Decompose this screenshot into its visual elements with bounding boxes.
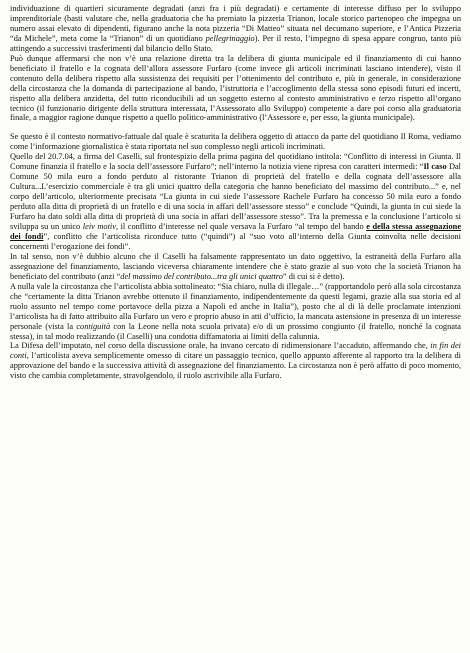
text-run: ). Per il resto, l’impegno di spesa appare congruo, tanto più attingendo a successivi trasferimenti dal bilancio dello Stato. xyxy=(10,33,461,53)
emphasized-text-run: leiv motiv xyxy=(82,222,116,232)
text-run: Quello del 20.7.04, a firma del Caselli, sul frontespizio della prima pagina del quotidiano intitola: “Conflitto di interessi in Giunta. Il Comune finanzia il fratello e la socia dell’assessore Furfaro”; nell’interno la notizia viene ripresa con caratteri intermedi: “ xyxy=(10,152,461,172)
emphasized-text-run: pellegrinaggio xyxy=(205,33,255,43)
paragraph xyxy=(10,282,461,342)
document-body xyxy=(10,4,461,381)
text-run: con la Leone nella nota scuola privata) e/o di un prossimo congiunto (il fratello, nonché la cognata stessa), in tal modo realizzando (il Caselli) una condotta diffamatoria ai limiti della calunnia. xyxy=(10,321,461,341)
text-run: individuazione di quartieri sicuramente degradati (anzi fra i più degradati) e certamente di interesse diffuso per lo sviluppo imprenditoriale (basti valutare che, nella graduatoria che ha premiato la pizzeria Trianon, locale storico partenopeo che impegna un numero assai elevato di dipendenti, figurano anche la nota pizzeria “Di Matteo” situata nel decumano superiore, e l’Antica Pizzeria “da Michele”, meta come la “Trianon” di un quotidiano xyxy=(10,4,461,43)
text-run: ” di cui si è detto). xyxy=(282,271,345,281)
text-run: Se questo è il contesto normativo-fattuale dal quale è scaturita la delibera oggetto di attacco da parte del quotidiano Il Roma, vediamo come l’informazione giornalistica è stata riportata nel suo complesso negli articoli incriminati. xyxy=(10,132,461,152)
emphasized-text-run: terzo xyxy=(378,93,396,103)
text-run: ”, conflitto che l’articolista riconduce tutto (“quindi”) al “suo voto all’interno della Giunta coinvolta nelle decisioni concernenti l’erogazione dei fondi”. xyxy=(10,231,461,251)
paragraph xyxy=(10,54,461,124)
paragraph xyxy=(10,132,461,152)
paragraph xyxy=(10,4,461,54)
text-run: , l’articolista aveva semplicemente omesso di citare un passaggio tecnico, quello appunto afferente al rapporto tra la delibera di approvazione del bando e la successiva attività di assegnazione del finanziamento. La circostanza non è però affatto di poco momento, visto che cambia completamente, stravolgendolo, il ruolo ascrivibile alla Furfaro. xyxy=(10,351,461,381)
text-run: A nulla vale la circostanza che l’articolista abbia sottolineato: “Sia chiaro, nulla di illegale…” (rapportandolo però alla sola circostanza che “certamente la ditta Trianon avrebbe ottenuto il finanziamento, indipendentemente da questi legami, grazie alla sua storia ed al ruolo assunto nel tempo come portavoce della pizza a Napoli ed anche in Italia”), posto che al di là delle proclamate intenzioni l’articolista ha di fatto attribuito alla Furfaro un vero e proprio abuso in atti d’ufficio, la mancata astensione in presenza di un interesse personale (vista la xyxy=(10,281,461,331)
paragraph xyxy=(10,252,461,282)
paragraph xyxy=(10,152,461,252)
text-run: rispetto all’organo tecnico (il funzionario dirigente della struttura interessata, l’Assessorato allo Sviluppo) competente a dare poi corso alla graduatoria finale, a maggior ragione dunque rispetto a quello politico-amministrativo (l’Assessore e, per esso, la giunta municipale). xyxy=(10,93,461,123)
emphasized-text-run: in fin dei conti xyxy=(10,341,461,361)
emphasized-text-run: contiguità xyxy=(76,321,111,331)
text-run: , il conflitto d’interesse nel quale versava la Furfaro “al tempo del bando xyxy=(115,222,367,232)
emphasized-text-run: Il caso xyxy=(423,162,447,172)
text-run: Può dunque affermarsi che non v’è una relazione diretta tra la delibera di giunta municipale ed il finanziamento di cui hanno beneficiato il fratello e la cognata dell’allora assessore Furfaro (come invece gli articoli incriminati lasciano intendere), visto il contenuto della delibera rispetto alla sussistenza dei requisiti per l’ottenimento del contributo e, più in generale, in considerazione della circostanza che la domanda di partecipazione al bando, l’istruttoria e l’accoglimento della stessa sono episodi futuri ed incerti, rispetto alla delibera anzidetta, del tutto riconducibili ad un soggetto esterno al contesto amministrativo e xyxy=(10,53,461,103)
text-run: La Difesa dell’imputato, nel corso della discussione orale, ha invano cercato di ridimensionare l’accaduto, affermando che, xyxy=(10,341,431,351)
text-run: Dal Comune 50 mila euro a fondo perduto al ristorante Trianon di proprietà del fratello e della cognata dell’assessore alla Cultura...L’esercizio commerciale è tra gli unici quattro della categoria che hanno beneficiato del massimo del contributo...” e, nel corpo dell’articolo, ulteriormente precisata “La giunta in cui siede l’assessore Rachele Furfaro ha concesso 50 mila euro a fondo perduto alla ditta di proprietà di un fratello e di una socia in affari dell’assessore stesso” e conclude “Quindi, la giunta in cui siede la Furfaro ha dato soldi alla ditta di proprietà di una socia in affari dell’assessore stesso”. Tra la premessa e la conclusione l’articolo si sviluppa su un unico xyxy=(10,162,461,232)
paragraph xyxy=(10,341,461,381)
emphasized-text-run: e della stessa assegnazione dei fondi xyxy=(10,222,462,241)
text-run: In tal senso, non v’è dubbio alcuno che il Caselli ha falsamente rappresentato un dato oggettivo, la estraneità della Furfaro alla assegnazione del finanziamento, lasciando viceversa chiaramente intendere che è stato grazie al suo voto che la società Trianon ha beneficiato del contributo (anzi “ xyxy=(10,251,461,281)
emphasized-text-run: del massimo del contributo...tra gli unici quattro xyxy=(120,271,283,281)
